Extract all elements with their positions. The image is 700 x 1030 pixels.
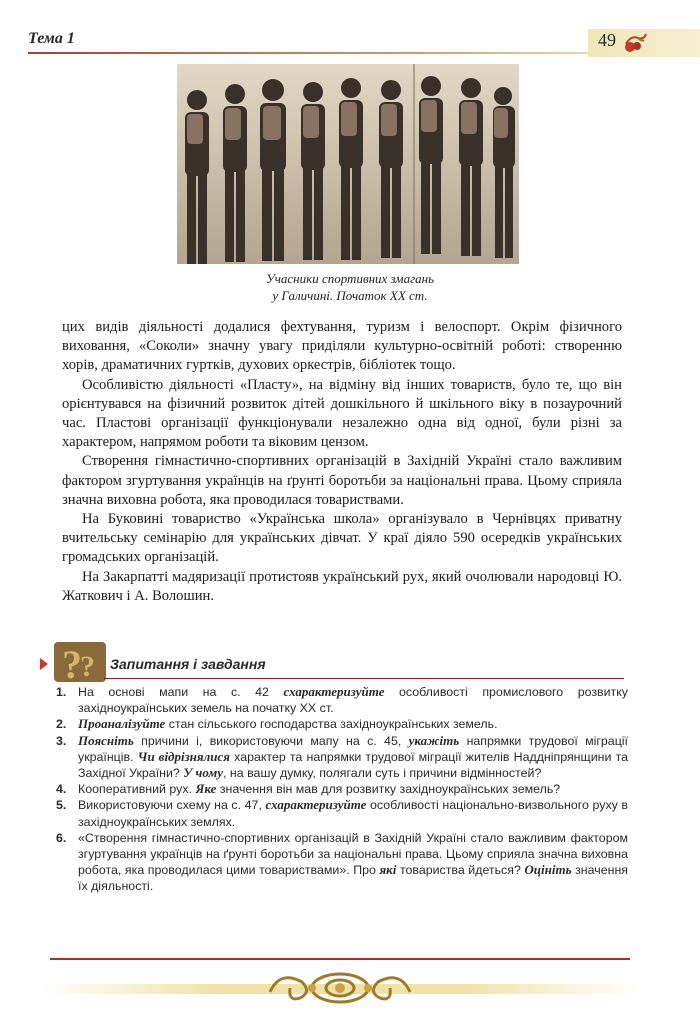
question-keyword: укажіть: [408, 732, 460, 748]
question-text: значення їх діяльності.: [78, 863, 628, 894]
paragraph: На Буковині товариство «Українська школа» організувало в Чернівцях приватну вчительську семінарію для українських дівчат. У краї діяло 590 осередків українських громадських організацій.: [62, 511, 622, 566]
question-number: 4.: [56, 782, 67, 797]
paragraph: Особливістю діяльності «Пласту», на відміну від інших товариств, було те, що він орієнтувався на фізичний розвиток дітей дошкільного й шкільного віку в позаурочний час. Пластові організації функціонували незалежно одна від одної, були різні за характером, напрямом роботи та віковим цензом.: [62, 376, 622, 451]
question-number: 5.: [56, 798, 67, 813]
question-item: [56, 684, 628, 716]
paragraph: цих видів діяльності додалися фехтування, туризм і велоспорт. Окрім фізичного виховання, «Соколи» значну увагу приділяли культурно-освітній роботі: створенню хорів, драматичних гуртків, духових оркестрів, бібліотек тощо.: [62, 319, 622, 374]
athletes-illustration: [177, 64, 519, 264]
question-text: На основі мапи на с. 42: [78, 685, 284, 699]
photo-caption: [180, 270, 520, 304]
caption-line: Учасники спортивних змагань: [265, 271, 435, 286]
svg-text:?: ?: [62, 642, 82, 684]
theme-label: Тема 1: [28, 30, 75, 47]
question-text: напрямки трудової міграції українців.: [78, 733, 628, 764]
question-item: [56, 733, 628, 782]
svg-text:?: ?: [80, 650, 95, 683]
paragraph: На Закарпатті мадяризації протистояв український рух, який очолювали народовці Ю. Жаткович і А. Волошин.: [62, 568, 622, 604]
question-keyword: схарактеризуйте: [265, 797, 367, 813]
page-number: 49: [598, 30, 616, 50]
question-keyword: які: [379, 862, 397, 878]
question-text: «Створення гімнастично-спортивних організацій в Західній Україні стало важливим фактором згуртування українців на ґрунті боротьби за національні права. Цьому сприяла значна виховна робота, яка проводилася цими товариствами». Про: [78, 830, 628, 878]
question-text: характер та напрямки трудової міграції жителів Наддніпрянщини та Західної України?: [78, 749, 628, 781]
main-text: [62, 318, 622, 606]
question-text: причини і, використовуючи мапу на с. 45,: [133, 733, 409, 748]
question-item: [56, 830, 628, 895]
page-header: [0, 0, 700, 60]
question-text: , на вашу думку, полягали суть і причини відмінностей?: [223, 766, 542, 781]
question-keyword: Проаналізуйте: [78, 716, 166, 732]
footer-ornament-icon: [40, 962, 640, 1012]
questions-rule: [104, 678, 624, 679]
question-number: 1.: [56, 685, 67, 699]
question-text: стан сільського господарства західноукраїнських земель.: [165, 717, 498, 732]
question-keyword: Поясніть: [78, 732, 134, 748]
question-text: значення він мав для розвитку західноукраїнських земель?: [216, 782, 561, 797]
question-keyword: схарактеризуйте: [283, 684, 385, 699]
question-item: [56, 781, 628, 797]
question-text: Кооперативний рух.: [78, 782, 196, 797]
questions-title: Запитання і завдання: [110, 656, 266, 672]
question-number: 6.: [56, 830, 67, 845]
header-rule: [28, 52, 588, 54]
historical-photo: [177, 64, 519, 264]
question-keyword: У чому: [183, 765, 224, 781]
paragraph: Створення гімнастично-спортивних організацій в Західній Україні стало важливим фактором згуртування українців на ґрунті боротьби за національні права. Цьому сприяла значна виховна робота, яка проводилася товариствами.: [62, 453, 622, 508]
question-keyword: Оцініть: [524, 862, 572, 878]
question-item: [56, 797, 628, 829]
question-number: 3.: [56, 733, 67, 748]
questions-list: [56, 684, 628, 895]
question-text: товариства йдеться?: [396, 863, 525, 878]
question-keyword: Чи відрізнялися: [137, 748, 230, 764]
footer-rule: [50, 958, 630, 960]
question-text: Використовуючи схему на с. 47,: [78, 798, 266, 813]
question-item: [56, 716, 628, 732]
cherry-ornament-icon: [622, 32, 648, 54]
caption-line: у Галичині. Початок XX ст.: [272, 288, 428, 303]
question-keyword: Яке: [195, 781, 217, 797]
question-number: 2.: [56, 717, 67, 732]
question-text: особливості промислового розвитку західноукраїнських земель на початку XX ст.: [78, 685, 628, 716]
question-text: особливості національно-визвольного руху в західноукраїнських землях.: [78, 798, 629, 829]
